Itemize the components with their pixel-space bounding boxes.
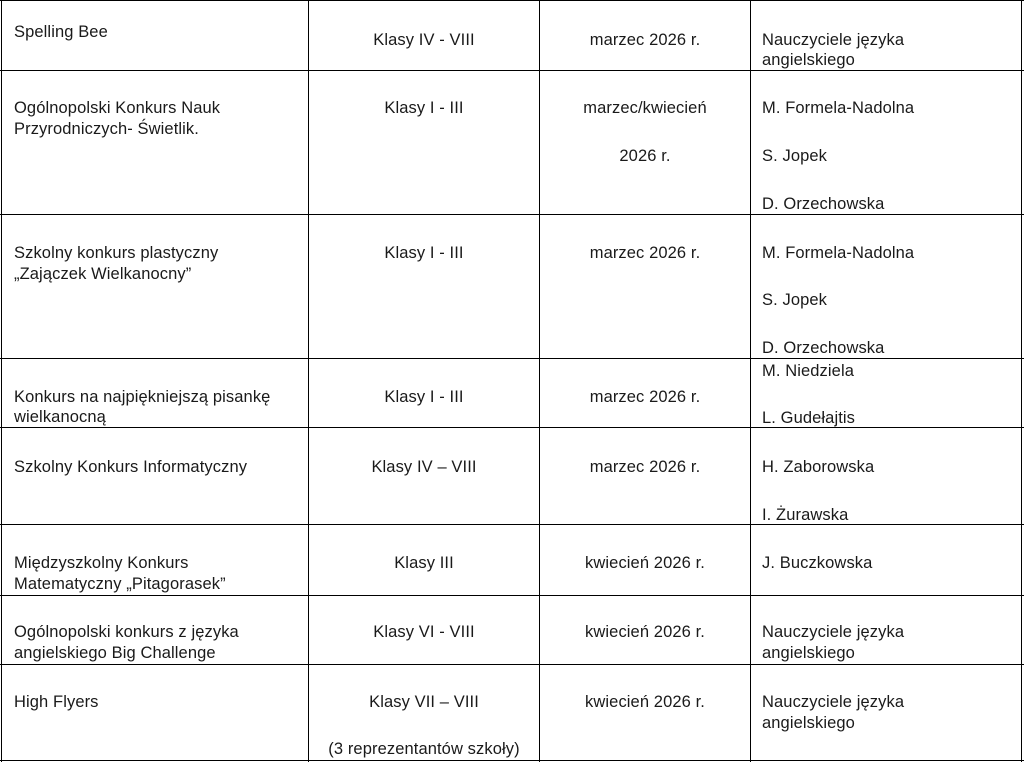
row-divider bbox=[0, 0, 1024, 1]
teacher-line: Nauczyciele języka bbox=[762, 31, 905, 49]
teacher-line: Nauczyciele języka bbox=[762, 693, 905, 711]
teacher-line: M. Formela-Nadolna bbox=[762, 244, 915, 262]
row-divider bbox=[0, 214, 1024, 215]
classes-cell bbox=[309, 215, 539, 358]
date-line: kwiecień 2026 r. bbox=[585, 623, 705, 641]
contest-name-cell bbox=[14, 359, 299, 427]
contest-name-cell bbox=[14, 596, 299, 664]
teachers-cell bbox=[762, 359, 1022, 427]
teachers-cell bbox=[762, 71, 1022, 214]
table-row bbox=[0, 0, 1024, 70]
date-line: kwiecień 2026 r. bbox=[585, 693, 705, 711]
classes-cell bbox=[309, 71, 539, 214]
contest-name-line: Ogólnopolski Konkurs Nauk bbox=[14, 99, 221, 117]
date-line: marzec 2026 r. bbox=[589, 31, 701, 49]
table-border-left bbox=[1, 0, 2, 762]
column-divider bbox=[308, 0, 309, 762]
teacher-line: angielskiego bbox=[762, 714, 855, 732]
classes-cell bbox=[309, 0, 539, 70]
contest-name-line: „Zajączek Wielkanocny” bbox=[14, 265, 192, 283]
contest-name-cell bbox=[14, 71, 299, 214]
table-row bbox=[0, 665, 1024, 762]
date-line: marzec 2026 r. bbox=[589, 458, 701, 476]
date-cell bbox=[540, 665, 750, 762]
row-divider bbox=[0, 358, 1024, 359]
teacher-line: angielskiego bbox=[762, 51, 855, 69]
contest-name-line: Przyrodniczych- Świetlik. bbox=[14, 120, 199, 138]
date-cell bbox=[540, 428, 750, 524]
teachers-cell bbox=[762, 0, 1022, 70]
teacher-line: M. Niedziela bbox=[762, 362, 854, 380]
teacher-line: I. Żurawska bbox=[762, 506, 849, 524]
classes-line: Klasy I - III bbox=[384, 388, 464, 406]
table-row bbox=[0, 359, 1024, 427]
date-line: 2026 r. bbox=[619, 147, 671, 165]
date-line: kwiecień 2026 r. bbox=[585, 554, 705, 572]
teacher-line: M. Formela-Nadolna bbox=[762, 99, 915, 117]
classes-cell bbox=[309, 359, 539, 427]
row-divider bbox=[0, 595, 1024, 596]
table-row bbox=[0, 71, 1024, 214]
classes-line: (3 reprezentantów szkoły) bbox=[328, 740, 520, 758]
date-cell bbox=[540, 596, 750, 664]
classes-cell bbox=[309, 428, 539, 524]
contest-name-cell bbox=[14, 525, 299, 595]
teacher-line: angielskiego bbox=[762, 644, 855, 662]
teachers-cell bbox=[762, 665, 1022, 762]
contest-name-line: Konkurs na najpiękniejszą pisankę bbox=[14, 388, 271, 406]
teacher-line: D. Orzechowska bbox=[762, 195, 885, 213]
contest-name-line: Ogólnopolski konkurs z języka bbox=[14, 623, 239, 641]
classes-line: Klasy IV - VIII bbox=[373, 31, 475, 49]
teacher-line: S. Jopek bbox=[762, 147, 828, 165]
classes-cell bbox=[309, 596, 539, 664]
contest-name-line: Szkolny Konkurs Informatyczny bbox=[14, 458, 248, 476]
contest-name-cell bbox=[14, 215, 299, 358]
contest-name-line: angielskiego Big Challenge bbox=[14, 644, 216, 662]
contest-name-line: Międzyszkolny Konkurs bbox=[14, 554, 189, 572]
row-divider bbox=[0, 664, 1024, 665]
row-divider bbox=[0, 427, 1024, 428]
table-border-right bbox=[1021, 0, 1022, 762]
column-divider bbox=[539, 0, 540, 762]
contest-name-cell bbox=[14, 428, 299, 524]
classes-line: Klasy VII – VIII bbox=[369, 693, 479, 711]
contest-name-line: Szkolny konkurs plastyczny bbox=[14, 244, 219, 262]
table-row bbox=[0, 525, 1024, 595]
contest-name-line: Matematyczny „Pitagorasek” bbox=[14, 575, 226, 593]
date-cell bbox=[540, 215, 750, 358]
teacher-line: S. Jopek bbox=[762, 291, 828, 309]
teachers-cell bbox=[762, 215, 1022, 358]
classes-cell bbox=[309, 525, 539, 595]
classes-line: Klasy III bbox=[394, 554, 454, 572]
classes-line: Klasy I - III bbox=[384, 244, 464, 262]
column-divider bbox=[750, 0, 751, 762]
date-cell bbox=[540, 359, 750, 427]
contest-name-line: wielkanocną bbox=[14, 408, 106, 426]
classes-line: Klasy IV – VIII bbox=[371, 458, 477, 476]
date-cell bbox=[540, 525, 750, 595]
date-line: marzec 2026 r. bbox=[589, 244, 701, 262]
contest-name-cell bbox=[14, 665, 299, 762]
teacher-line: L. Gudełajtis bbox=[762, 409, 856, 427]
contest-name-line: Spelling Bee bbox=[14, 23, 108, 41]
contest-name-cell bbox=[14, 0, 299, 70]
table-row bbox=[0, 596, 1024, 664]
teachers-cell bbox=[762, 525, 1022, 595]
row-divider bbox=[0, 760, 1024, 761]
teachers-cell bbox=[762, 428, 1022, 524]
teacher-line: Nauczyciele języka bbox=[762, 623, 905, 641]
date-cell bbox=[540, 71, 750, 214]
date-cell bbox=[540, 0, 750, 70]
date-line: marzec 2026 r. bbox=[589, 388, 701, 406]
row-divider bbox=[0, 70, 1024, 71]
teachers-cell bbox=[762, 596, 1022, 664]
teacher-line: J. Buczkowska bbox=[762, 554, 873, 572]
contest-name-line: High Flyers bbox=[14, 693, 99, 711]
table-row bbox=[0, 215, 1024, 358]
date-line: marzec/kwiecień bbox=[583, 99, 707, 117]
row-divider bbox=[0, 524, 1024, 525]
teacher-line: D. Orzechowska bbox=[762, 339, 885, 357]
classes-line: Klasy I - III bbox=[384, 99, 464, 117]
classes-cell bbox=[309, 665, 539, 762]
teacher-line: H. Zaborowska bbox=[762, 458, 875, 476]
classes-line: Klasy VI - VIII bbox=[373, 623, 475, 641]
table-row bbox=[0, 428, 1024, 524]
